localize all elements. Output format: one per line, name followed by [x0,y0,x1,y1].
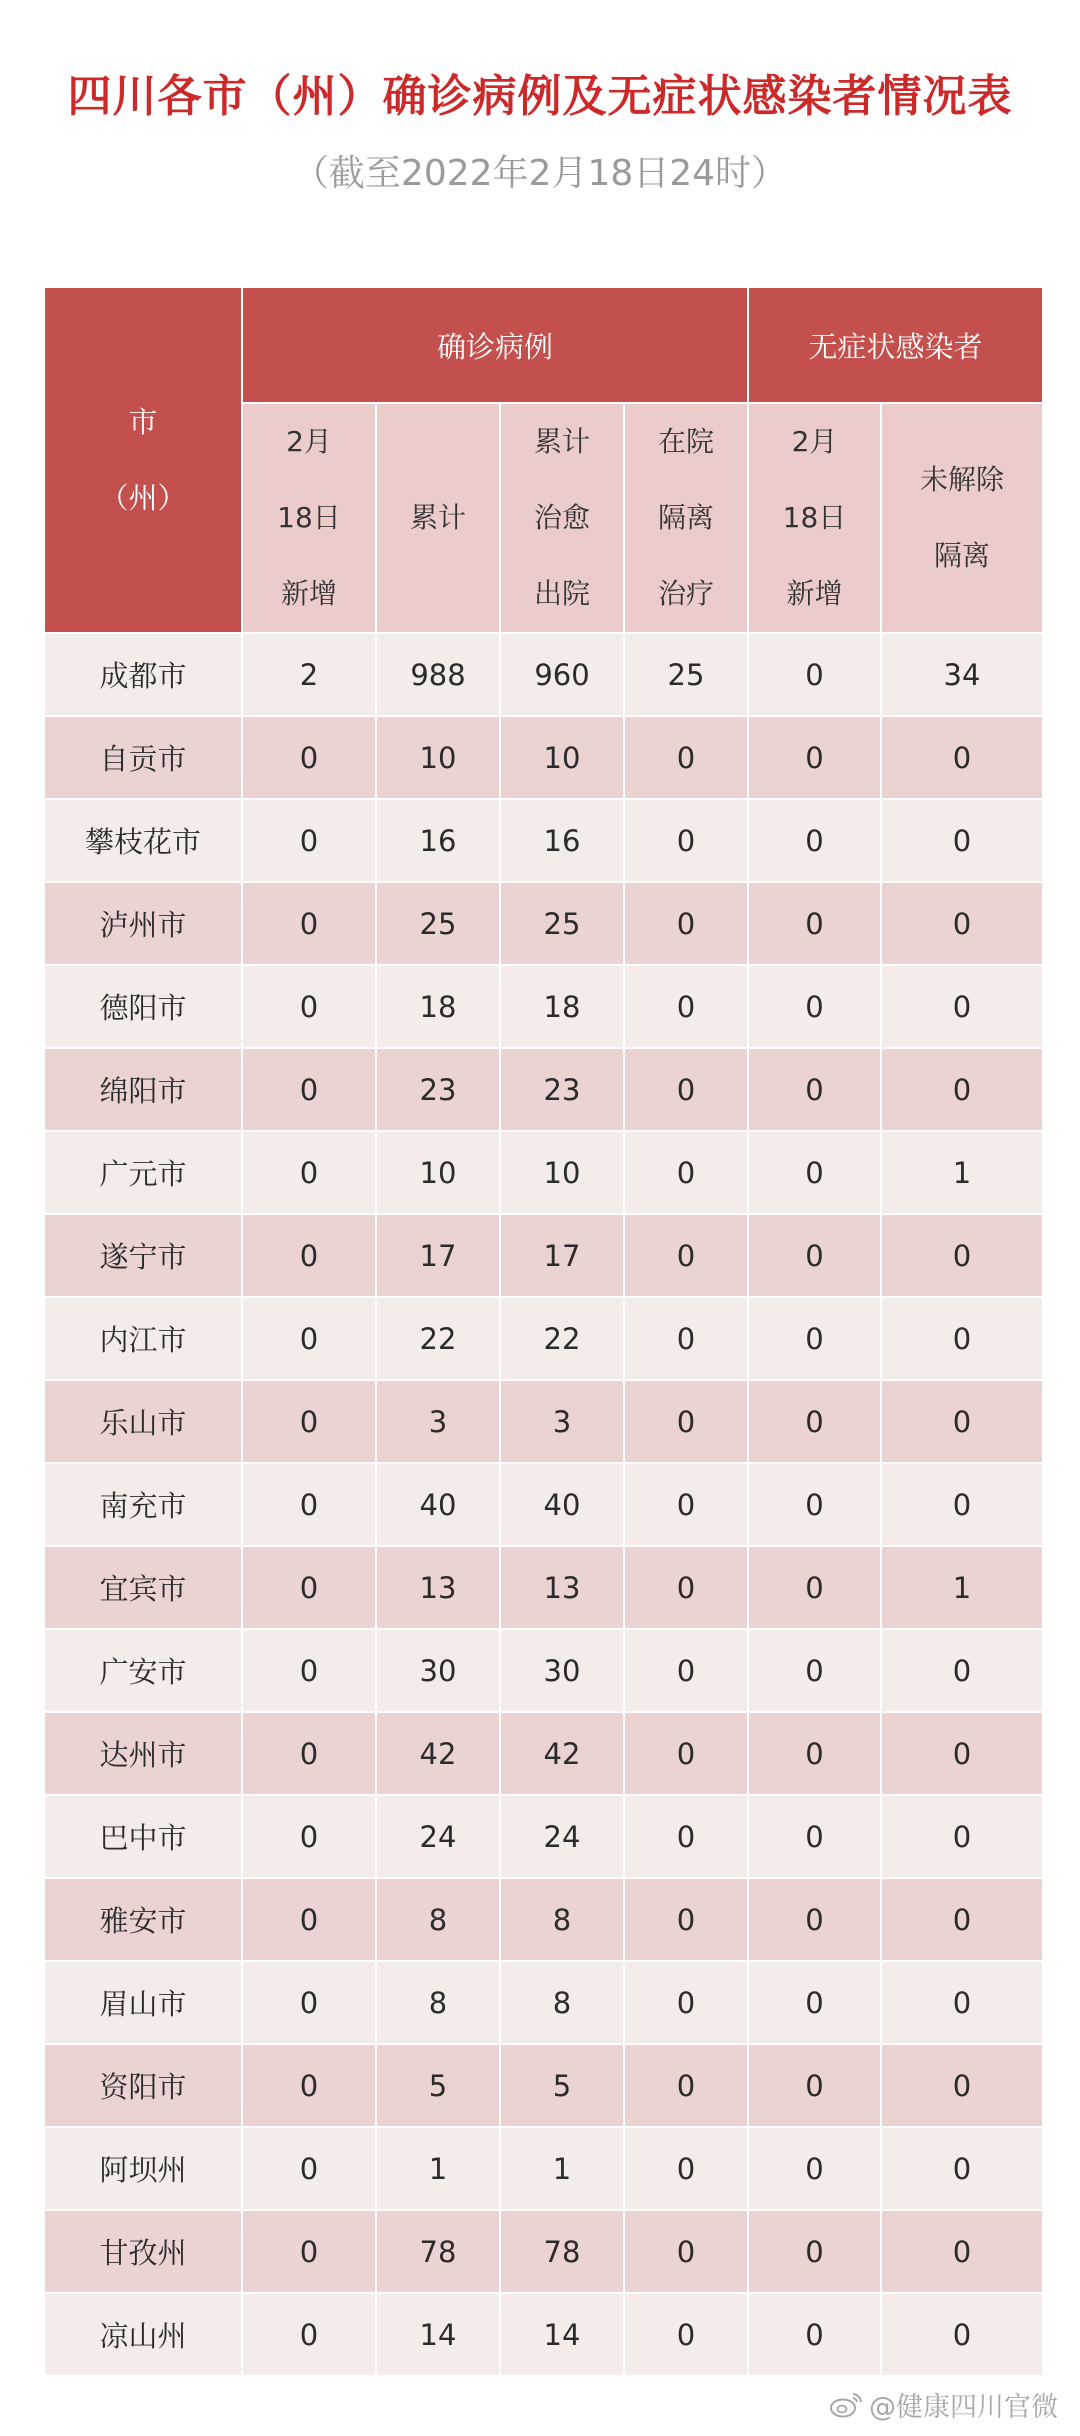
column-header-hospitalized: 在院 隔离 治疗 [625,404,747,632]
table-cell-city-name: 广安市 [45,1630,241,1711]
table-cell-city-name: 德阳市 [45,966,241,1047]
table-cell-asymptomatic-isolation: 0 [882,800,1042,881]
weibo-watermark [829,2385,1058,2424]
table-cell-confirmed-total: 18 [377,966,499,1047]
column-header-confirmed-new: 2月 18日 新增 [243,404,375,632]
column-header-recovered: 累计 治愈 出院 [501,404,623,632]
column-header-city-line2: （州） [99,481,187,515]
table-cell-hospitalized: 0 [625,2211,747,2292]
table-cell-asymptomatic-new: 0 [749,2045,880,2126]
table-cell-confirmed-new: 0 [243,1879,375,1960]
table-cell-asymptomatic-isolation: 0 [882,1381,1042,1462]
table-cell-asymptomatic-new: 0 [749,2294,880,2375]
table-cell-confirmed-new: 0 [243,2211,375,2292]
table-cell-city-name: 攀枝花市 [45,800,241,881]
table-cell-confirmed-total: 24 [377,1796,499,1877]
table-cell-asymptomatic-new: 0 [749,717,880,798]
table-cell-recovered-total: 1 [501,2128,623,2209]
table-cell-recovered-total: 40 [501,1464,623,1545]
table-cell-city-name: 凉山州 [45,2294,241,2375]
table-cell-asymptomatic-isolation: 0 [882,1215,1042,1296]
weibo-icon [829,2391,863,2419]
table-cell-city-name: 南充市 [45,1464,241,1545]
column-header-asymptomatic-new: 2月 18日 新增 [749,404,880,632]
table-cell-city-name: 泸州市 [45,883,241,964]
table-cell-confirmed-total: 1 [377,2128,499,2209]
table-cell-confirmed-total: 78 [377,2211,499,2292]
table-cell-hospitalized: 0 [625,1879,747,1960]
table-cell-confirmed-new: 0 [243,800,375,881]
column-header-confirmed-total: 累计 [377,404,499,632]
table-cell-asymptomatic-isolation: 0 [882,883,1042,964]
table-cell-hospitalized: 0 [625,2045,747,2126]
column-header-asymptomatic-isolation: 未解除 隔离 [882,404,1042,632]
watermark-text: @健康四川官微 [869,2392,1058,2423]
table-cell-confirmed-new: 2 [243,634,375,715]
table-cell-confirmed-total: 17 [377,1215,499,1296]
table-cell-hospitalized: 0 [625,1298,747,1379]
table-cell-confirmed-total: 30 [377,1630,499,1711]
table-cell-confirmed-new: 0 [243,1547,375,1628]
group-header-confirmed: 确诊病例 [243,288,747,402]
table-cell-recovered-total: 17 [501,1215,623,1296]
table-cell-city-name: 资阳市 [45,2045,241,2126]
table-cell-asymptomatic-isolation: 0 [882,1630,1042,1711]
table-cell-asymptomatic-isolation: 0 [882,1464,1042,1545]
table-cell-confirmed-new: 0 [243,717,375,798]
table-cell-recovered-total: 14 [501,2294,623,2375]
table-cell-asymptomatic-new: 0 [749,1713,880,1794]
table-cell-asymptomatic-new: 0 [749,1962,880,2043]
table-cell-confirmed-total: 10 [377,717,499,798]
table-cell-hospitalized: 0 [625,2128,747,2209]
table-cell-confirmed-total: 25 [377,883,499,964]
table-cell-city-name: 宜宾市 [45,1547,241,1628]
table-cell-recovered-total: 24 [501,1796,623,1877]
table-cell-hospitalized: 0 [625,966,747,1047]
table-cell-asymptomatic-isolation: 0 [882,1298,1042,1379]
cases-table [45,288,1030,2353]
table-cell-recovered-total: 16 [501,800,623,881]
table-cell-asymptomatic-new: 0 [749,800,880,881]
table-cell-asymptomatic-new: 0 [749,1215,880,1296]
table-cell-asymptomatic-new: 0 [749,1132,880,1213]
table-cell-recovered-total: 18 [501,966,623,1047]
table-cell-recovered-total: 8 [501,1962,623,2043]
page-subtitle: （截至2022年2月18日24时） [292,153,788,194]
table-cell-asymptomatic-isolation: 0 [882,717,1042,798]
table-cell-city-name: 内江市 [45,1298,241,1379]
table-cell-asymptomatic-new: 0 [749,2211,880,2292]
table-cell-confirmed-total: 22 [377,1298,499,1379]
table-cell-confirmed-total: 42 [377,1713,499,1794]
page-title: 四川各市（州）确诊病例及无症状感染者情况表 [67,71,1013,122]
table-cell-confirmed-new: 0 [243,883,375,964]
table-cell-confirmed-new: 0 [243,2045,375,2126]
table-cell-recovered-total: 23 [501,1049,623,1130]
table-cell-confirmed-new: 0 [243,966,375,1047]
table-cell-recovered-total: 5 [501,2045,623,2126]
table-cell-recovered-total: 3 [501,1381,623,1462]
table-cell-confirmed-new: 0 [243,1049,375,1130]
table-cell-hospitalized: 0 [625,800,747,881]
table-cell-asymptomatic-isolation: 0 [882,1713,1042,1794]
table-cell-confirmed-new: 0 [243,1464,375,1545]
table-cell-asymptomatic-isolation: 1 [882,1547,1042,1628]
table-cell-confirmed-total: 10 [377,1132,499,1213]
table-cell-asymptomatic-isolation: 0 [882,1962,1042,2043]
table-cell-confirmed-new: 0 [243,1215,375,1296]
table-cell-hospitalized: 0 [625,1464,747,1545]
table-cell-asymptomatic-new: 0 [749,966,880,1047]
table-cell-confirmed-new: 0 [243,1713,375,1794]
table-cell-asymptomatic-isolation: 0 [882,2211,1042,2292]
table-cell-confirmed-total: 3 [377,1381,499,1462]
table-cell-city-name: 广元市 [45,1132,241,1213]
table-cell-hospitalized: 0 [625,1547,747,1628]
table-cell-recovered-total: 13 [501,1547,623,1628]
column-header-city-line1: 市 [128,405,158,439]
table-cell-asymptomatic-new: 0 [749,1796,880,1877]
table-cell-city-name: 雅安市 [45,1879,241,1960]
table-cell-confirmed-total: 988 [377,634,499,715]
table-cell-city-name: 自贡市 [45,717,241,798]
table-cell-city-name: 巴中市 [45,1796,241,1877]
table-cell-hospitalized: 0 [625,1630,747,1711]
table-cell-asymptomatic-isolation: 34 [882,634,1042,715]
table-cell-recovered-total: 42 [501,1713,623,1794]
table-cell-city-name: 遂宁市 [45,1215,241,1296]
table-cell-city-name: 甘孜州 [45,2211,241,2292]
table-cell-hospitalized: 0 [625,1713,747,1794]
table-cell-confirmed-total: 8 [377,1962,499,2043]
table-cell-hospitalized: 0 [625,1796,747,1877]
table-cell-asymptomatic-isolation: 0 [882,2294,1042,2375]
table-cell-asymptomatic-new: 0 [749,1464,880,1545]
table-cell-city-name: 成都市 [45,634,241,715]
table-cell-confirmed-total: 16 [377,800,499,881]
table-cell-confirmed-new: 0 [243,1796,375,1877]
table-cell-hospitalized: 0 [625,717,747,798]
table-cell-hospitalized: 0 [625,883,747,964]
table-cell-city-name: 绵阳市 [45,1049,241,1130]
table-cell-asymptomatic-new: 0 [749,1630,880,1711]
table-cell-asymptomatic-isolation: 0 [882,1879,1042,1960]
table-cell-confirmed-new: 0 [243,1381,375,1462]
table-cell-confirmed-total: 8 [377,1879,499,1960]
table-cell-recovered-total: 78 [501,2211,623,2292]
table-cell-recovered-total: 25 [501,883,623,964]
table-cell-confirmed-total: 14 [377,2294,499,2375]
table-cell-recovered-total: 30 [501,1630,623,1711]
table-cell-confirmed-new: 0 [243,1630,375,1711]
table-cell-confirmed-total: 5 [377,2045,499,2126]
table-cell-city-name: 达州市 [45,1713,241,1794]
table-cell-asymptomatic-isolation: 0 [882,966,1042,1047]
table-cell-asymptomatic-new: 0 [749,1298,880,1379]
table-cell-asymptomatic-new: 0 [749,1381,880,1462]
table-cell-confirmed-new: 0 [243,1298,375,1379]
table-cell-asymptomatic-new: 0 [749,883,880,964]
table-cell-hospitalized: 25 [625,634,747,715]
table-cell-city-name: 阿坝州 [45,2128,241,2209]
table-cell-hospitalized: 0 [625,1132,747,1213]
table-cell-asymptomatic-new: 0 [749,634,880,715]
table-cell-confirmed-new: 0 [243,1132,375,1213]
group-header-asymptomatic: 无症状感染者 [749,288,1042,402]
table-cell-asymptomatic-isolation: 0 [882,2045,1042,2126]
table-cell-confirmed-new: 0 [243,2294,375,2375]
table-cell-confirmed-total: 13 [377,1547,499,1628]
table-cell-asymptomatic-isolation: 1 [882,1132,1042,1213]
table-cell-confirmed-total: 23 [377,1049,499,1130]
table-cell-asymptomatic-new: 0 [749,2128,880,2209]
table-cell-hospitalized: 0 [625,1215,747,1296]
table-cell-city-name: 眉山市 [45,1962,241,2043]
table-cell-recovered-total: 8 [501,1879,623,1960]
table-cell-recovered-total: 960 [501,634,623,715]
column-header-city [45,288,241,632]
table-cell-asymptomatic-new: 0 [749,1879,880,1960]
table-cell-hospitalized: 0 [625,1962,747,2043]
table-cell-confirmed-new: 0 [243,1962,375,2043]
table-cell-recovered-total: 10 [501,717,623,798]
table-cell-asymptomatic-new: 0 [749,1049,880,1130]
table-cell-asymptomatic-isolation: 0 [882,1049,1042,1130]
table-cell-recovered-total: 22 [501,1298,623,1379]
table-cell-hospitalized: 0 [625,1049,747,1130]
table-cell-asymptomatic-isolation: 0 [882,1796,1042,1877]
table-cell-hospitalized: 0 [625,1381,747,1462]
table-cell-hospitalized: 0 [625,2294,747,2375]
table-cell-asymptomatic-new: 0 [749,1547,880,1628]
table-cell-asymptomatic-isolation: 0 [882,2128,1042,2209]
table-cell-confirmed-total: 40 [377,1464,499,1545]
table-cell-confirmed-new: 0 [243,2128,375,2209]
table-cell-recovered-total: 10 [501,1132,623,1213]
table-cell-city-name: 乐山市 [45,1381,241,1462]
